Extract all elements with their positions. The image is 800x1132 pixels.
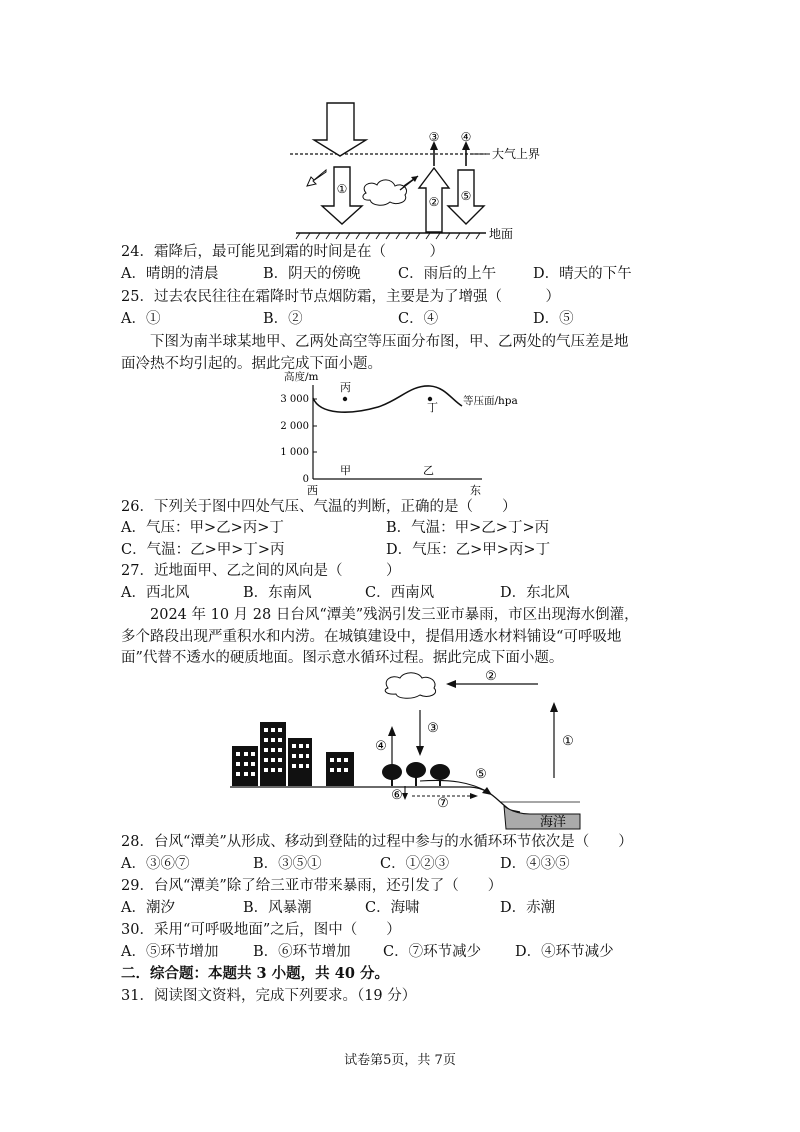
label-ground: 地面 [489,227,514,241]
q24-option-d: D．晴天的下午 [533,266,632,282]
q25-stem: 25．过去农民往往在霜降时节点烟防霜，主要是为了增强（ ） [121,289,560,305]
ytick-2000: 2 000 [280,421,309,432]
isobaric-surface-diagram [0,360,800,500]
section2-heading: 二．综合题：本题共 3 小题，共 40 分。 [121,965,389,982]
ground-hatching [296,233,480,239]
q28-option-b: B．③⑤① [253,856,322,872]
intro3-line2: 多个路段出现严重积水和内涝。在城镇建设中，提倡用透水材料铺设“可呼吸地 [121,629,622,645]
label-atmosphere-top: 大气上界 [492,147,541,161]
q30-stem: 30．采用“可呼吸地面”之后，图中（ ） [121,922,401,938]
q24-option-a: A．晴朗的清晨 [121,266,219,282]
point-bing-dot [343,397,347,401]
intro3-line1: 2024 年 10 月 28 日台风“潭美”残涡引发三亚市暴雨，市区出现海水倒灌， [150,607,639,623]
q26-option-d: D．气压：乙>甲>丙>丁 [386,542,551,558]
q26-option-b: B．气温：甲>乙>丁>丙 [386,520,550,536]
q29-option-c: C．海啸 [365,900,420,916]
ytick-0: 0 [302,474,309,485]
label-ocean: 海洋 [540,815,567,830]
q31-stem: 31．阅读图文资料，完成下列要求。（19 分） [121,988,417,1004]
q28-option-a: A．③⑥⑦ [121,856,190,872]
q27-option-b: B．东南风 [243,585,312,601]
label-west: 西 [307,484,318,497]
label-ding: 丁 [427,401,438,414]
label-circle-2: ② [428,195,440,209]
q30-option-d: D．④环节减少 [515,944,614,960]
q29-stem: 29．台风“潭美”除了给三亚市带来暴雨，还引发了（ ） [121,878,503,894]
label-bing: 丙 [340,381,351,394]
arrow-5-shape [420,780,488,792]
ytick-3000: 3 000 [280,394,309,405]
q25-option-a: A．① [121,311,161,327]
curve-label: 等压面/hpa [463,395,518,407]
label-circle-2: ② [485,669,497,684]
q30-option-b: B．⑥环节增加 [253,944,351,960]
label-circle-3: ③ [427,721,439,736]
ytick-1000: 1 000 [280,447,309,458]
q25-option-d: D．⑤ [533,311,574,327]
label-circle-7: ⑦ [437,796,449,811]
ground-surface [230,787,520,812]
cloud-shape [385,673,435,699]
q25-option-b: B．② [263,311,303,327]
q30-option-c: C．⑦环节减少 [383,944,482,960]
q29-option-b: B．风暴潮 [243,900,312,916]
label-circle-4: ④ [375,739,387,754]
cloud-shape [363,180,407,205]
q27-option-a: A．西北风 [121,585,190,601]
q29-option-d: D．赤潮 [500,900,556,916]
label-circle-4: ④ [460,130,472,144]
label-circle-3: ③ [428,130,440,144]
q28-option-c: C．①②③ [380,856,450,872]
solar-radiation-arrow [314,103,366,156]
q24-option-c: C．雨后的上午 [398,266,497,282]
q25-option-c: C．④ [398,311,439,327]
q28-stem: 28．台风“潭美”从形成、移动到登陆的过程中参与的水循环环节依次是（ ） [121,834,633,850]
label-east: 东 [470,484,481,497]
intro2-line2: 面冷热不均引起的。据此完成下面小题。 [121,356,382,372]
label-circle-6: ⑥ [391,788,403,803]
page-footer: 试卷第5页，共 7页 [344,1053,456,1068]
radiation-diagram [0,0,800,260]
label-yi: 乙 [423,464,434,477]
q24-option-b: B．阴天的傍晚 [263,266,361,282]
label-circle-1: ① [562,734,574,749]
isobaric-curve [313,386,462,412]
q27-option-d: D．东北风 [500,585,570,601]
q24-stem: 24．霜降后，最可能见到霜的时间是在（ ） [121,244,444,260]
trees [382,762,450,786]
water-cycle-diagram [0,660,800,830]
label-circle-5: ⑤ [475,767,487,782]
label-jia: 甲 [340,464,351,477]
q26-option-c: C．气温：乙>甲>丁>丙 [121,542,285,558]
y-axis-label: 高度/m [284,371,319,383]
q27-stem: 27．近地面甲、乙之间的风向是（ ） [121,563,401,579]
intro2-line1: 下图为南半球某地甲、乙两处高空等压面分布图，甲、乙两处的气压差是地 [150,334,629,350]
label-circle-5: ⑤ [460,189,472,203]
label-circle-1: ① [336,182,348,196]
q27-option-c: C．西南风 [365,585,435,601]
q30-option-a: A．⑤环节增加 [121,944,219,960]
intro3-line3: 面”代替不透水的硬质地面。图示意水循环过程。据此完成下面小题。 [121,650,564,666]
q29-option-a: A．潮汐 [121,900,175,916]
q28-option-d: D．④③⑤ [500,856,570,872]
q26-option-a: A．气压：甲>乙>丙>丁 [121,520,284,536]
reflection-arrow [307,170,326,186]
q26-stem: 26．下列关于图中四处气压、气温的判断，正确的是（ ） [121,499,517,515]
